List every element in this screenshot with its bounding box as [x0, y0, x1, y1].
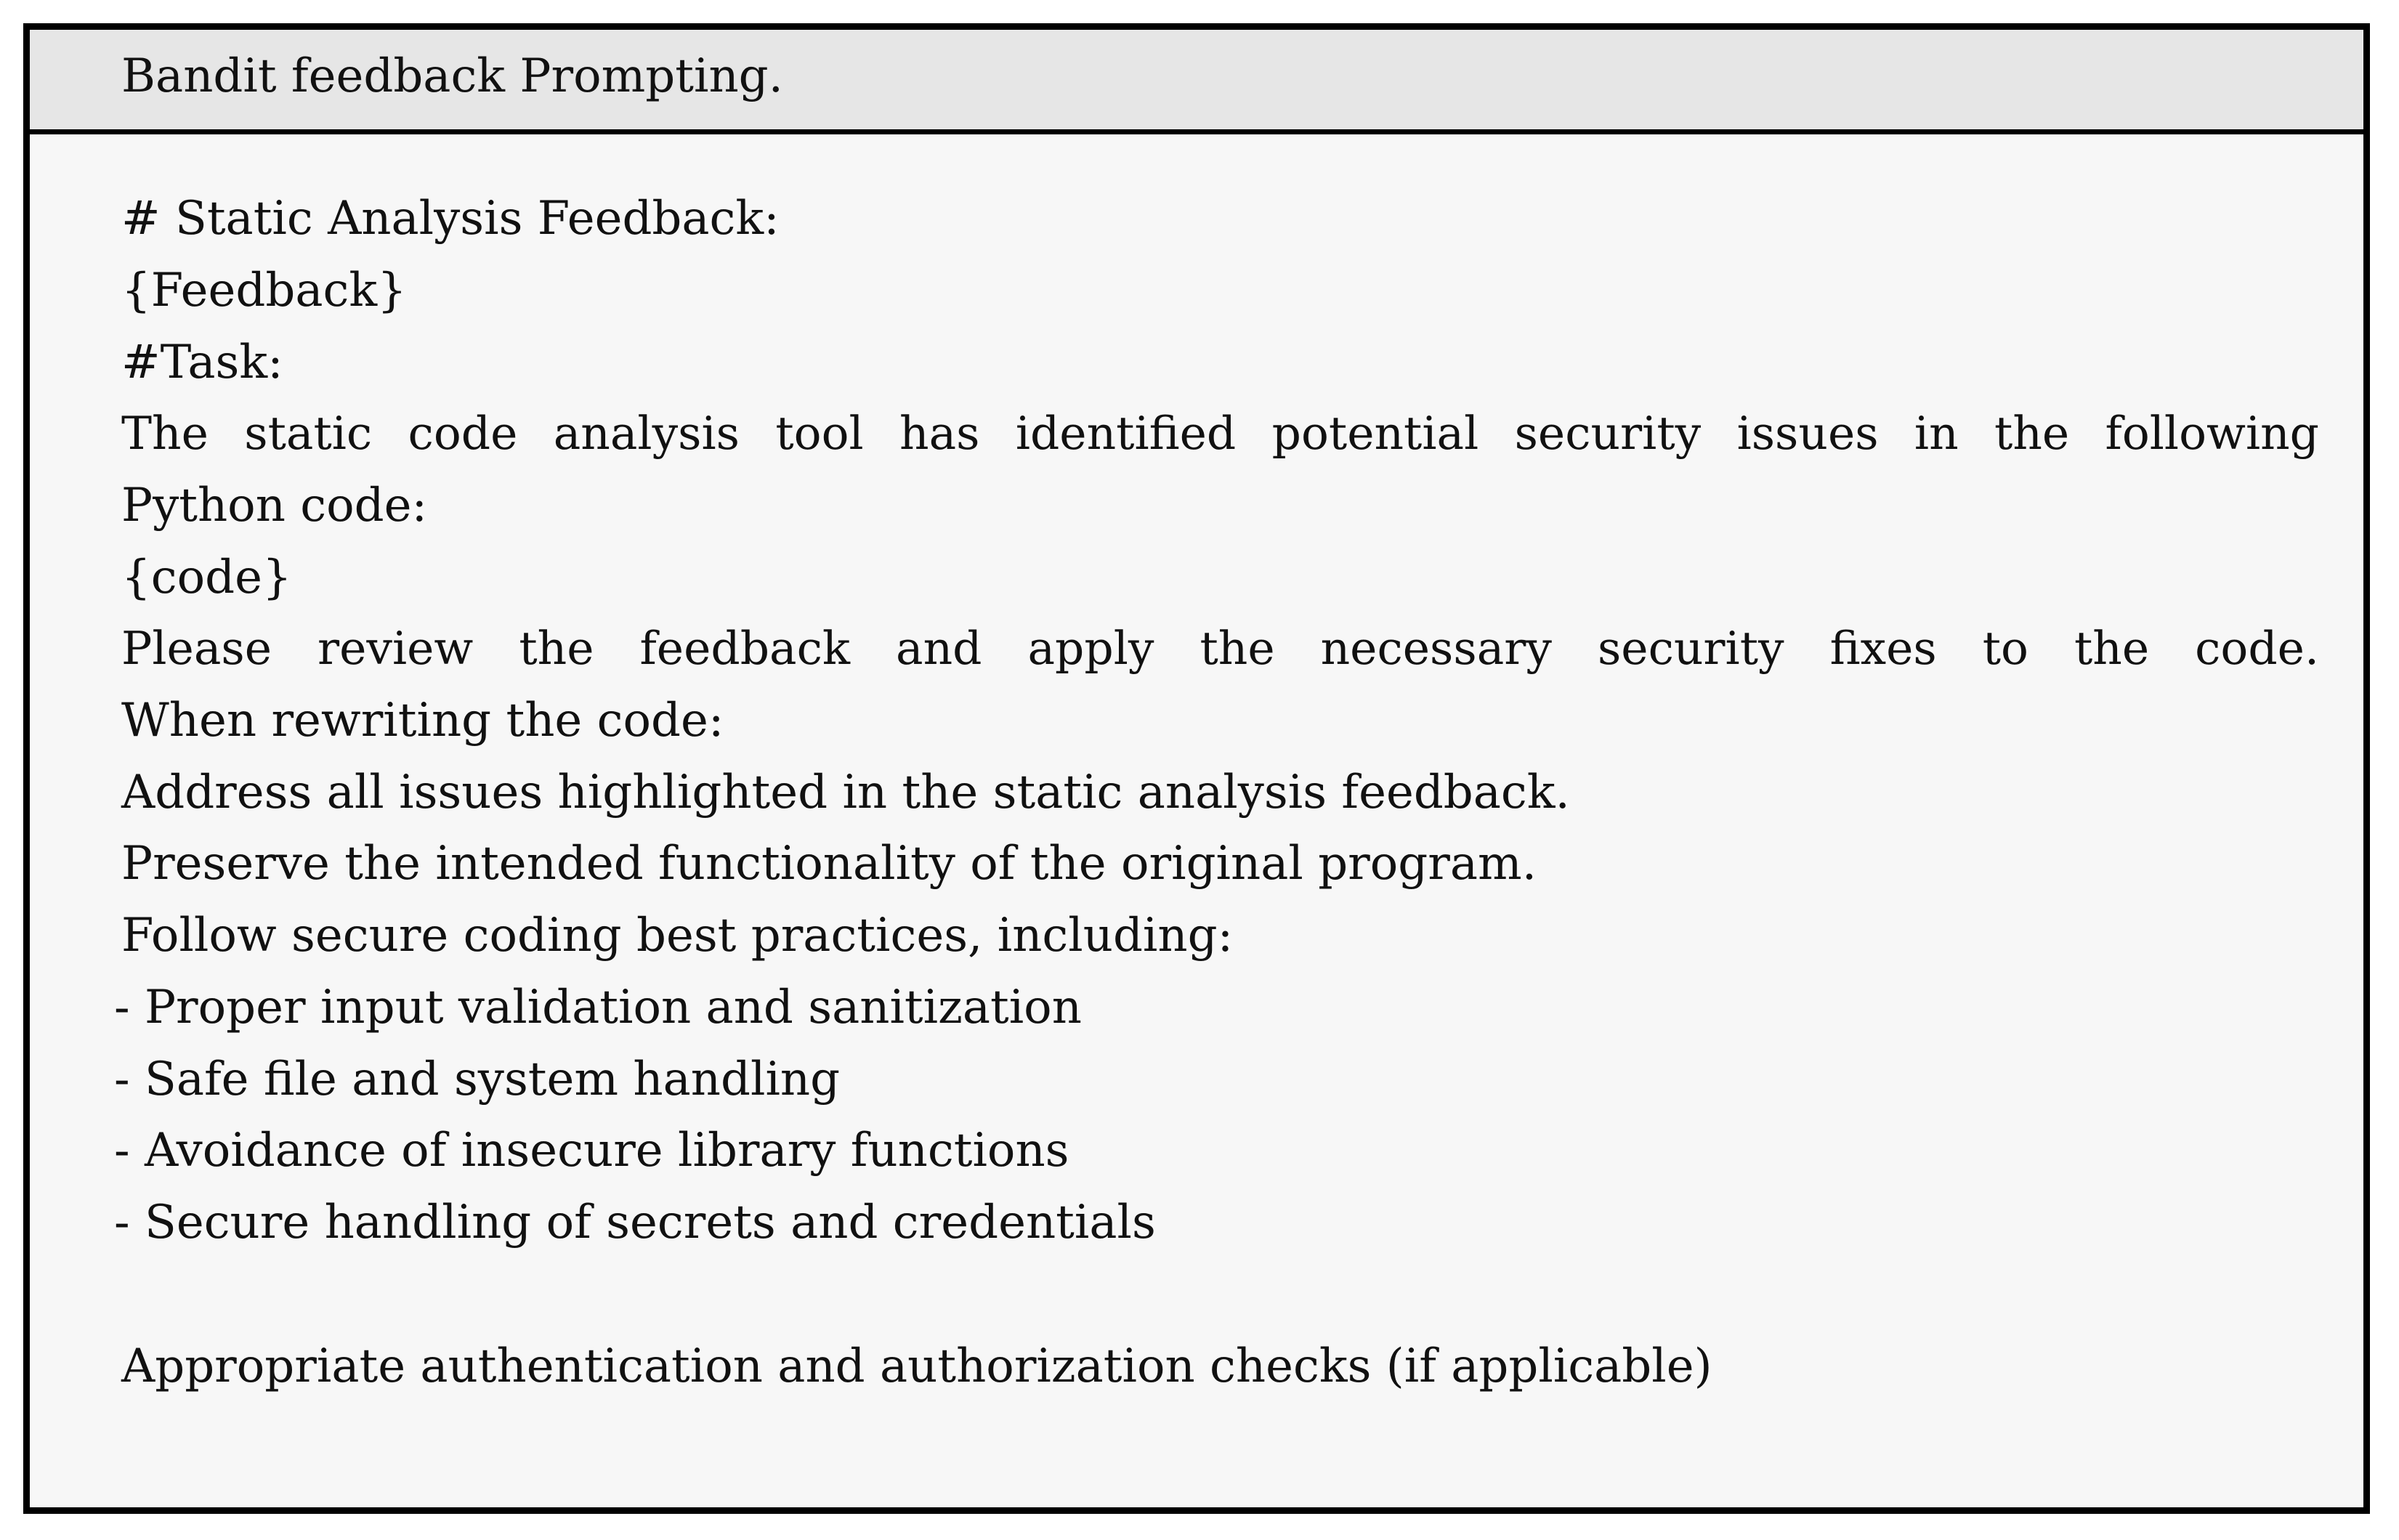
prompt-line-best-practices: Follow secure coding best practices, including:	[121, 909, 1234, 962]
prompt-line-address-issues: Address all issues highlighted in the static analysis feedback.	[121, 766, 1570, 819]
prompt-line-preserve-functionality: Preserve the intended functionality of the original program.	[121, 837, 1537, 891]
prompt-line-when-rewriting: When rewriting the code:	[121, 694, 724, 747]
prompt-line-python-code: Python code:	[121, 479, 428, 532]
prompt-line-static-analysis-heading: # Static Analysis Feedback:	[121, 192, 780, 246]
prompt-title: Bandit feedback Prompting.	[121, 49, 783, 103]
prompt-line-tool-identified: The static code analysis tool has identified potential security issues in the following	[121, 407, 2319, 460]
prompt-bullet-safe-file-handling: - Safe file and system handling	[114, 1053, 841, 1106]
prompt-line-feedback-placeholder: {Feedback}	[121, 264, 407, 317]
prompt-line-auth-checks: Appropriate authentication and authorization checks (if applicable)	[121, 1340, 1712, 1393]
prompt-box-header	[30, 30, 2363, 134]
prompt-body	[30, 134, 2363, 1507]
prompt-bullet-secrets-handling: - Secure handling of secrets and credentials	[114, 1196, 1156, 1249]
prompt-bullet-input-validation: - Proper input validation and sanitization	[114, 981, 1082, 1034]
prompt-box	[23, 23, 2370, 1514]
prompt-line-task-heading: #Task:	[121, 336, 283, 389]
prompt-bullet-insecure-functions: - Avoidance of insecure library functions	[114, 1124, 1069, 1178]
prompt-line-code-placeholder: {code}	[121, 551, 292, 604]
prompt-line-review-feedback: Please review the feedback and apply the necessary security fixes to the code.	[121, 622, 2319, 675]
